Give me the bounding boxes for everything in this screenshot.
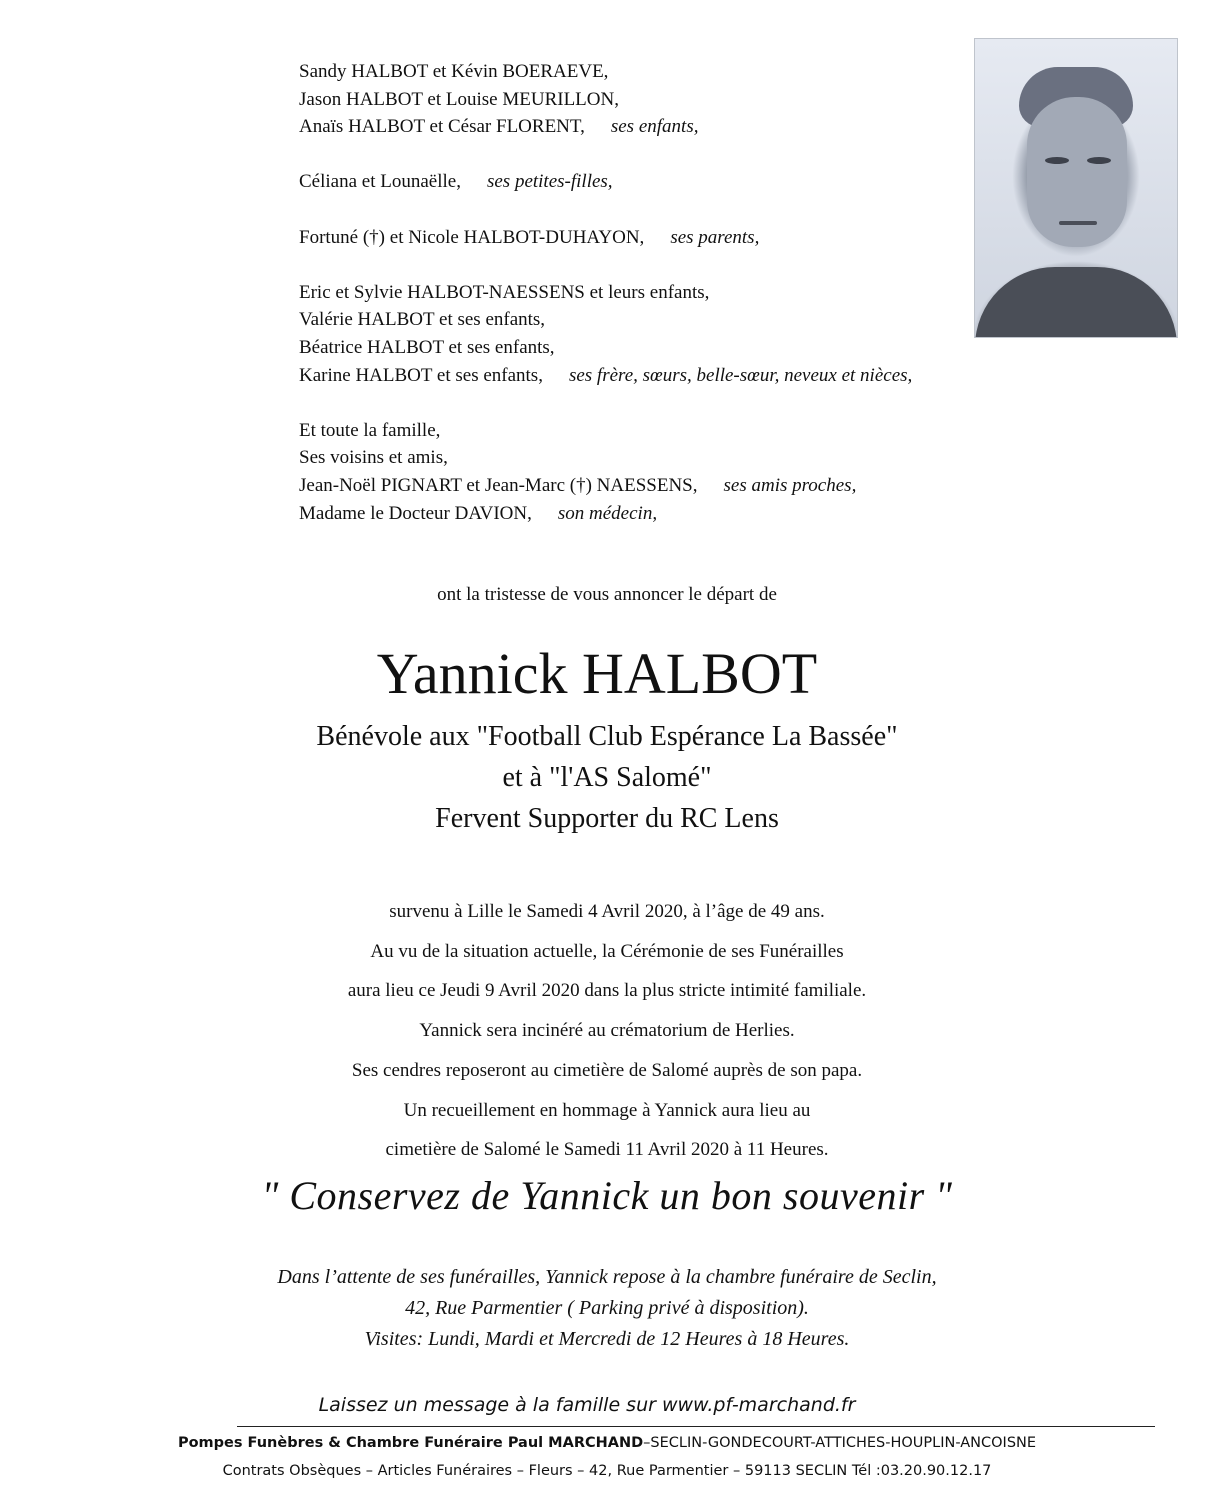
detail-line: Yannick sera incinéré au crématorium de Herlies.	[419, 1020, 795, 1042]
family-names: Ses voisins et amis,	[299, 447, 448, 469]
family-line	[299, 306, 912, 334]
footer-company-line	[0, 1435, 1214, 1451]
repose-line: 42, Rue Parmentier ( Parking privé à disposition).	[405, 1297, 809, 1319]
family-line	[299, 113, 912, 141]
detail-line: Ses cendres reposeront au cimetière de Salomé auprès de son papa.	[351, 1059, 863, 1081]
family-group-grandchildren	[299, 168, 912, 196]
family-group-others	[299, 417, 912, 527]
detail-line: Un recueillement en hommage à Yannick aura lieu au	[403, 1099, 811, 1121]
family-line	[299, 58, 912, 86]
detail-line: cimetière de Salomé le Samedi 11 Avril 2020 à 11 Heures.	[385, 1139, 829, 1161]
repose-info	[0, 1262, 1214, 1355]
family-line	[299, 472, 912, 500]
family-relation: ses frère, sœurs, belle-sœur, neveux et nièces,	[568, 364, 913, 386]
deceased-name: Yannick HALBOT	[376, 641, 818, 706]
memorial-quote: " Conservez de Yannick un bon souvenir "	[261, 1173, 953, 1218]
family-names: Fortuné (†) et Nicole HALBOT-DUHAYON,	[299, 226, 645, 248]
family-relation: ses parents,	[670, 226, 760, 248]
family-line	[299, 334, 912, 362]
family-list	[299, 58, 912, 555]
family-line	[299, 168, 912, 196]
family-names: Sandy HALBOT et Kévin BOERAEVE,	[299, 61, 609, 82]
detail-line: aura lieu ce Jeudi 9 Avril 2020 dans la plus stricte intimité familiale.	[347, 980, 867, 1002]
company-locations: –SECLIN-GONDECOURT-ATTICHES-HOUPLIN-ANCOISNE	[643, 1435, 1037, 1451]
family-names: Béatrice HALBOT et ses enfants,	[299, 336, 555, 358]
family-relation: son médecin,	[557, 502, 658, 524]
detail-line: Au vu de la situation actuelle, la Cérémonie de ses Funérailles	[370, 940, 844, 962]
family-group-children	[299, 58, 912, 141]
family-names: Jason HALBOT et Louise MEURILLON,	[299, 88, 619, 110]
portrait-shoulders	[975, 267, 1177, 338]
family-relation: ses enfants,	[610, 116, 699, 138]
family-line	[299, 500, 912, 528]
family-group-siblings	[299, 279, 912, 389]
family-line	[299, 444, 912, 472]
family-names: Jean-Noël PIGNART et Jean-Marc (†) NAESSENS,	[299, 474, 698, 496]
family-line	[299, 224, 912, 252]
family-line	[299, 86, 912, 114]
portrait-photo	[974, 38, 1178, 338]
company-name: Pompes Funèbres & Chambre Funéraire Paul MARCHAND	[177, 1435, 644, 1451]
family-names: Madame le Docteur DAVION,	[299, 502, 532, 524]
family-names: Karine HALBOT et ses enfants,	[299, 364, 543, 386]
ceremony-details	[0, 892, 1214, 1170]
family-names: Céliana et Lounaëlle,	[299, 171, 461, 193]
announcement-intro: ont la tristesse de vous annoncer le départ de	[437, 584, 777, 605]
message-link[interactable]: Laissez un message à la famille sur www.pf-marchand.fr	[318, 1394, 856, 1416]
role-line: Bénévole aux "Football Club Espérance La Bassée"	[316, 721, 898, 752]
footer-contact-line: Contrats Obsèques – Articles Funéraires – Fleurs – 42, Rue Parmentier – 59113 SECLIN Tél :03.20.90.12.17	[222, 1463, 992, 1479]
role-line: et à "l'AS Salomé"	[502, 762, 712, 793]
repose-line: Dans l’attente de ses funérailles, Yannick repose à la chambre funéraire de Seclin,	[277, 1266, 937, 1288]
family-line	[299, 362, 912, 390]
family-relation: ses petites-filles,	[486, 171, 613, 193]
family-names: Eric et Sylvie HALBOT-NAESSENS et leurs enfants,	[299, 281, 710, 303]
portrait-mouth	[1059, 221, 1097, 225]
repose-line: Visites: Lundi, Mardi et Mercredi de 12 Heures à 18 Heures.	[364, 1328, 850, 1350]
family-line	[299, 279, 912, 307]
family-names: Valérie HALBOT et ses enfants,	[299, 309, 546, 331]
family-line	[299, 417, 912, 445]
portrait-eye	[1087, 157, 1111, 164]
family-group-parents	[299, 224, 912, 252]
family-names: Et toute la famille,	[299, 419, 441, 441]
role-line: Fervent Supporter du RC Lens	[435, 803, 779, 834]
family-names: Anaïs HALBOT et César FLORENT,	[299, 116, 585, 138]
detail-line: survenu à Lille le Samedi 4 Avril 2020, à l’âge de 49 ans.	[389, 901, 825, 922]
portrait-eye	[1045, 157, 1069, 164]
footer-divider	[237, 1426, 1155, 1427]
roles-block	[0, 716, 1214, 839]
family-relation: ses amis proches,	[723, 474, 857, 496]
